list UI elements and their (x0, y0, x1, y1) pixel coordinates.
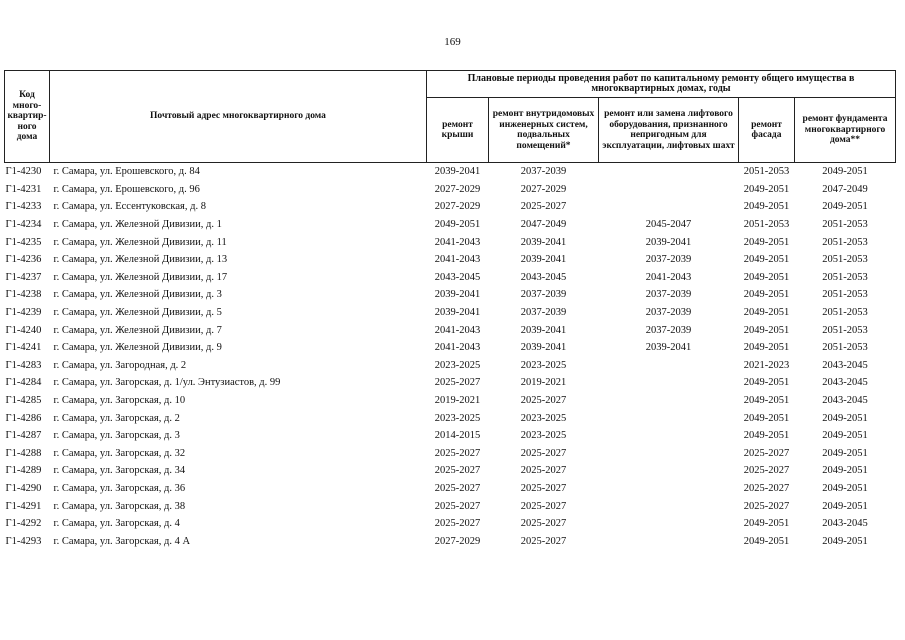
cell-roof: 2039-2041 (434, 166, 481, 178)
cell-roof: 2025-2027 (434, 482, 481, 494)
cell-roof: 2041-2043 (434, 342, 481, 354)
table-row (5, 374, 896, 392)
cell-code: Г1-4290 (5, 482, 42, 494)
cell-address: г. Самара, ул. Ерошевского, д. 96 (53, 183, 200, 195)
cell-foundation: 2051-2053 (822, 342, 868, 354)
cell-address: г. Самара, ул. Загорская, д. 36 (53, 482, 186, 494)
table-row (5, 409, 896, 427)
cell-facade: 2049-2051 (743, 430, 790, 442)
table-row (5, 532, 896, 550)
cell-elevator (599, 181, 739, 199)
cell-address: г. Самара, ул. Загорская, д. 38 (53, 500, 186, 512)
cell-facade: 2049-2051 (743, 236, 790, 248)
table-row (5, 515, 896, 533)
cell-elevator: 2041-2043 (645, 271, 692, 283)
cell-engineering: 2027-2029 (520, 183, 567, 195)
header-foundation: ремонт фундамента многоквартирного дома** (795, 98, 896, 163)
table-row (5, 357, 896, 375)
cell-code: Г1-4291 (5, 500, 42, 512)
cell-facade: 2025-2027 (743, 447, 790, 459)
cell-facade: 2049-2051 (743, 535, 790, 547)
cell-address: г. Самара, ул. Железной Дивизии, д. 7 (53, 324, 222, 336)
cell-facade: 2025-2027 (743, 482, 790, 494)
cell-facade: 2051-2053 (743, 166, 790, 178)
table-body (5, 163, 896, 551)
cell-facade: 2049-2051 (743, 377, 790, 389)
table-row (5, 233, 896, 251)
cell-roof: 2019-2021 (434, 395, 481, 407)
cell-code: Г1-4235 (5, 236, 42, 248)
table-row (5, 163, 896, 181)
cell-code: Г1-4237 (5, 271, 42, 283)
cell-roof: 2039-2041 (434, 289, 481, 301)
cell-foundation: 2049-2051 (822, 412, 868, 424)
cell-roof: 2025-2027 (434, 500, 481, 512)
cell-engineering: 2043-2045 (520, 271, 567, 283)
cell-roof: 2049-2051 (434, 219, 481, 231)
cell-code: Г1-4236 (5, 254, 42, 266)
cell-elevator (599, 374, 739, 392)
cell-code: Г1-4284 (5, 377, 42, 389)
capital-repair-table-container (4, 70, 895, 550)
cell-facade: 2049-2051 (743, 254, 790, 266)
cell-elevator (599, 392, 739, 410)
table-row (5, 339, 896, 357)
header-elevator: ремонт или замена лифтового оборудования, признанного непригодным для эксплуатации, лифтовых шахт (599, 98, 739, 163)
table-row (5, 269, 896, 287)
cell-facade: 2049-2051 (743, 395, 790, 407)
cell-address: г. Самара, ул. Железной Дивизии, д. 1 (53, 219, 222, 231)
cell-facade: 2025-2027 (743, 500, 790, 512)
cell-code: Г1-4288 (5, 447, 42, 459)
cell-roof: 2043-2045 (434, 271, 481, 283)
cell-roof: 2039-2041 (434, 307, 481, 319)
page-number: 169 (444, 36, 461, 48)
cell-foundation: 2051-2053 (822, 219, 868, 231)
cell-roof: 2027-2029 (434, 201, 481, 213)
cell-elevator (599, 462, 739, 480)
cell-foundation: 2051-2053 (822, 324, 868, 336)
header-address: Почтовый адрес многоквартирного дома (50, 71, 427, 163)
cell-address: г. Самара, ул. Железной Дивизии, д. 11 (53, 236, 227, 248)
cell-facade: 2049-2051 (743, 289, 790, 301)
cell-engineering: 2025-2027 (520, 465, 567, 477)
header-roof: ремонт крыши (427, 98, 489, 163)
cell-foundation: 2049-2051 (822, 201, 868, 213)
cell-facade: 2051-2053 (743, 219, 790, 231)
table-row (5, 198, 896, 216)
cell-code: Г1-4287 (5, 430, 42, 442)
table-row (5, 251, 896, 269)
cell-address: г. Самара, ул. Железной Дивизии, д. 5 (53, 307, 222, 319)
cell-roof: 2027-2029 (434, 183, 481, 195)
cell-code: Г1-4231 (5, 183, 42, 195)
header-code: Код много-квартир-ного дома (5, 71, 50, 163)
cell-roof: 2025-2027 (434, 447, 481, 459)
cell-engineering: 2039-2041 (520, 342, 567, 354)
cell-engineering: 2025-2027 (520, 447, 567, 459)
cell-roof: 2023-2025 (434, 412, 481, 424)
table-row (5, 427, 896, 445)
cell-code: Г1-4238 (5, 289, 42, 301)
cell-foundation: 2049-2051 (822, 430, 868, 442)
cell-elevator: 2037-2039 (645, 324, 692, 336)
cell-engineering: 2025-2027 (520, 201, 567, 213)
cell-engineering: 2025-2027 (520, 395, 567, 407)
cell-facade: 2049-2051 (743, 324, 790, 336)
cell-code: Г1-4292 (5, 518, 42, 530)
cell-address: г. Самара, ул. Железной Дивизии, д. 17 (53, 271, 228, 283)
cell-engineering: 2023-2025 (520, 359, 567, 371)
cell-foundation: 2043-2045 (822, 359, 868, 371)
cell-roof: 2041-2043 (434, 254, 481, 266)
cell-elevator (599, 497, 739, 515)
cell-address: г. Самара, ул. Железной Дивизии, д. 3 (53, 289, 222, 301)
header-engineering: ремонт внутридомовых инженерных систем, подвальных помещений* (489, 98, 599, 163)
cell-elevator: 2037-2039 (645, 254, 692, 266)
table-row (5, 445, 896, 463)
cell-code: Г1-4241 (5, 342, 42, 354)
cell-engineering: 2025-2027 (520, 482, 567, 494)
cell-foundation: 2049-2051 (822, 500, 868, 512)
cell-foundation: 2043-2045 (822, 377, 868, 389)
cell-engineering: 2023-2025 (520, 430, 567, 442)
table-row (5, 321, 896, 339)
cell-elevator (599, 163, 739, 181)
cell-code: Г1-4289 (5, 465, 42, 477)
cell-elevator: 2037-2039 (645, 307, 692, 319)
cell-engineering: 2039-2041 (520, 324, 567, 336)
cell-address: г. Самара, ул. Загорская, д. 3 (53, 430, 180, 442)
cell-address: г. Самара, ул. Загородная, д. 2 (53, 359, 187, 371)
cell-engineering: 2039-2041 (520, 254, 567, 266)
cell-foundation: 2047-2049 (822, 183, 868, 195)
cell-roof: 2023-2025 (434, 359, 481, 371)
cell-elevator (599, 357, 739, 375)
cell-address: г. Самара, ул. Загорская, д. 4 (53, 518, 180, 530)
cell-foundation: 2051-2053 (822, 289, 868, 301)
table-row (5, 392, 896, 410)
cell-foundation: 2049-2051 (822, 482, 868, 494)
table-row (5, 462, 896, 480)
table-row (5, 304, 896, 322)
capital-repair-table (4, 70, 896, 550)
cell-code: Г1-4239 (5, 307, 42, 319)
cell-engineering: 2039-2041 (520, 236, 567, 248)
cell-foundation: 2051-2053 (822, 271, 868, 283)
cell-elevator (599, 480, 739, 498)
cell-elevator: 2037-2039 (645, 289, 692, 301)
cell-elevator: 2045-2047 (645, 219, 692, 231)
cell-facade: 2025-2027 (743, 465, 790, 477)
header-facade: ремонт фасада (739, 98, 795, 163)
cell-foundation: 2051-2053 (822, 307, 868, 319)
cell-elevator (599, 198, 739, 216)
cell-engineering: 2025-2027 (520, 500, 567, 512)
table-row (5, 497, 896, 515)
cell-facade: 2049-2051 (743, 342, 790, 354)
cell-foundation: 2049-2051 (822, 465, 868, 477)
cell-foundation: 2049-2051 (822, 535, 868, 547)
cell-engineering: 2037-2039 (520, 307, 567, 319)
cell-code: Г1-4293 (5, 535, 42, 547)
cell-roof: 2025-2027 (434, 377, 481, 389)
cell-engineering: 2023-2025 (520, 412, 567, 424)
cell-roof: 2027-2029 (434, 535, 481, 547)
table-row (5, 480, 896, 498)
cell-facade: 2049-2051 (743, 183, 790, 195)
cell-facade: 2049-2051 (743, 518, 790, 530)
cell-code: Г1-4286 (5, 412, 42, 424)
cell-elevator (599, 515, 739, 533)
cell-foundation: 2049-2051 (822, 447, 868, 459)
cell-address: г. Самара, ул. Загорская, д. 2 (53, 412, 180, 424)
cell-address: г. Самара, ул. Загорская, д. 1/ул. Энтузиастов, д. 99 (53, 377, 281, 389)
cell-code: Г1-4234 (5, 219, 42, 231)
cell-foundation: 2043-2045 (822, 395, 868, 407)
cell-address: г. Самара, ул. Ерошевского, д. 84 (53, 166, 200, 178)
cell-address: г. Самара, ул. Загорская, д. 34 (53, 465, 186, 477)
cell-code: Г1-4240 (5, 324, 42, 336)
cell-roof: 2014-2015 (434, 430, 481, 442)
cell-roof: 2041-2043 (434, 236, 481, 248)
cell-elevator (599, 409, 739, 427)
cell-address: г. Самара, ул. Железной Дивизии, д. 9 (53, 342, 222, 354)
table-row (5, 181, 896, 199)
cell-engineering: 2025-2027 (520, 535, 567, 547)
cell-roof: 2025-2027 (434, 518, 481, 530)
cell-elevator (599, 532, 739, 550)
cell-foundation: 2051-2053 (822, 236, 868, 248)
cell-facade: 2049-2051 (743, 201, 790, 213)
cell-address: г. Самара, ул. Загорская, д. 10 (53, 395, 186, 407)
cell-elevator: 2039-2041 (645, 342, 692, 354)
cell-address: г. Самара, ул. Ессентуковская, д. 8 (53, 201, 206, 213)
header-periods-group: Плановые периоды проведения работ по капитальному ремонту общего имущества в многоквартирных домах, годы (427, 71, 896, 98)
cell-engineering: 2019-2021 (520, 377, 567, 389)
cell-code: Г1-4285 (5, 395, 42, 407)
cell-facade: 2049-2051 (743, 307, 790, 319)
cell-elevator: 2039-2041 (645, 236, 692, 248)
cell-elevator (599, 427, 739, 445)
cell-address: г. Самара, ул. Загорская, д. 32 (53, 447, 186, 459)
cell-foundation: 2051-2053 (822, 254, 868, 266)
table-row (5, 216, 896, 234)
cell-facade: 2049-2051 (743, 271, 790, 283)
cell-code: Г1-4230 (5, 166, 42, 178)
cell-roof: 2025-2027 (434, 465, 481, 477)
cell-address: г. Самара, ул. Железной Дивизии, д. 13 (53, 254, 228, 266)
table-header (5, 71, 896, 163)
cell-facade: 2049-2051 (743, 412, 790, 424)
cell-elevator (599, 445, 739, 463)
cell-engineering: 2047-2049 (520, 219, 567, 231)
cell-foundation: 2043-2045 (822, 518, 868, 530)
cell-engineering: 2037-2039 (520, 166, 567, 178)
cell-roof: 2041-2043 (434, 324, 481, 336)
cell-engineering: 2025-2027 (520, 518, 567, 530)
cell-code: Г1-4283 (5, 359, 42, 371)
table-row (5, 286, 896, 304)
cell-facade: 2021-2023 (743, 359, 790, 371)
cell-foundation: 2049-2051 (822, 166, 868, 178)
cell-address: г. Самара, ул. Загорская, д. 4 А (53, 535, 191, 547)
cell-engineering: 2037-2039 (520, 289, 567, 301)
cell-code: Г1-4233 (5, 201, 42, 213)
